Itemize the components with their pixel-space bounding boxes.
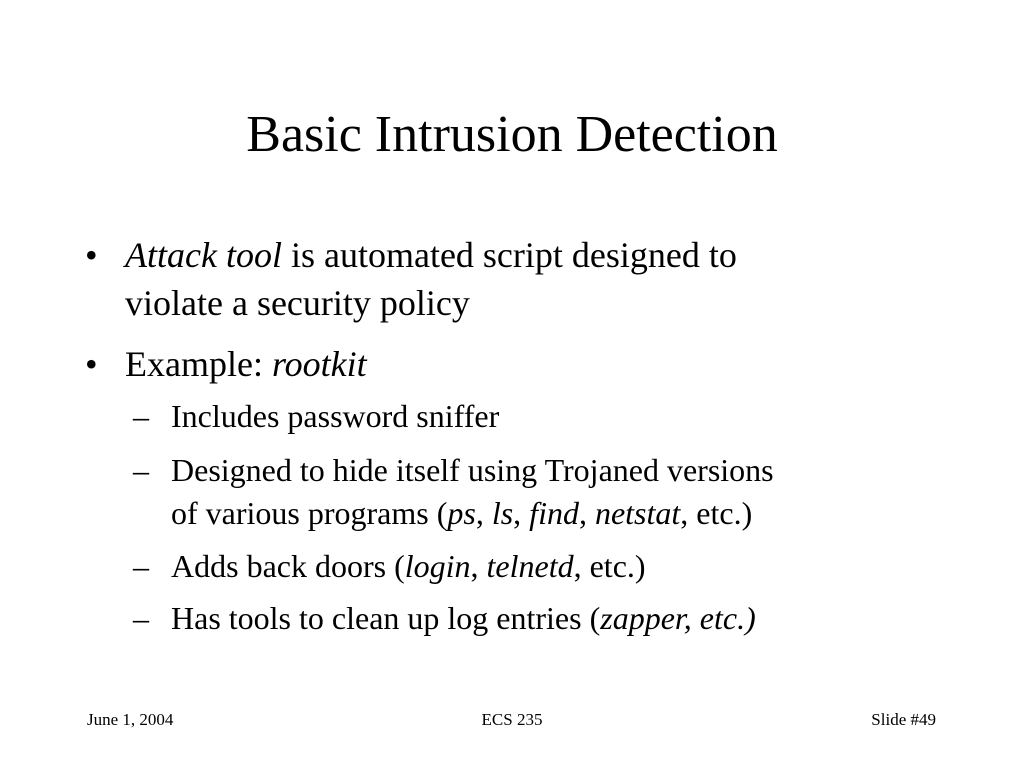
text-line [171, 545, 646, 588]
text-run: , [513, 495, 530, 531]
text-run: Designed to hide itself using Trojaned versions [171, 452, 774, 488]
footer-slide-number: Slide #49 [871, 710, 936, 729]
text-line [171, 395, 499, 438]
text-run: Includes password sniffer [171, 398, 500, 434]
italic-text: ps [447, 495, 476, 531]
bullet-text [125, 231, 737, 327]
text-run: , [470, 548, 487, 584]
sub-bullet-marker: – [133, 548, 149, 584]
italic-text: login [404, 548, 471, 584]
italic-text: netstat [594, 495, 681, 531]
text-line [125, 340, 367, 388]
bullet-marker: • [85, 344, 98, 384]
footer-course: ECS 235 [481, 710, 543, 729]
sub-bullet-marker: – [133, 600, 149, 636]
sub-bullet-item [133, 395, 500, 438]
text-run: is automated script designed to [281, 235, 737, 275]
sub-bullet-text [171, 597, 756, 640]
sub-bullet-marker: – [133, 452, 149, 488]
italic-text: ls [491, 495, 514, 531]
italic-text: Attack tool [125, 235, 282, 275]
text-run: Has tools to clean up log entries ( [171, 600, 601, 636]
italic-text: zapper, etc.) [600, 600, 756, 636]
text-line [125, 279, 737, 327]
sub-bullet-text [171, 545, 646, 588]
sub-bullet-item [133, 545, 646, 588]
text-run: Adds back doors ( [171, 548, 405, 584]
bullet-item [85, 231, 737, 327]
text-run: , [578, 495, 595, 531]
text-line [171, 597, 756, 640]
slide-title: Basic Intrusion Detection [246, 106, 778, 163]
italic-text: find [529, 495, 579, 531]
sub-bullet-item [133, 449, 774, 535]
bullet-item [85, 340, 367, 388]
sub-bullet-text [171, 395, 499, 438]
text-line [171, 492, 774, 535]
bullet-text [125, 340, 367, 388]
sub-bullet-item [133, 597, 756, 640]
text-line [171, 449, 774, 492]
text-run: , etc.) [680, 495, 753, 531]
sub-bullet-marker: – [133, 398, 149, 434]
text-run: Example: [125, 344, 272, 384]
text-run: violate a security policy [125, 283, 470, 323]
text-line [125, 231, 737, 279]
footer-date: June 1, 2004 [87, 710, 174, 729]
sub-bullet-text [171, 449, 774, 535]
text-run: , etc.) [573, 548, 646, 584]
bullet-marker: • [85, 235, 98, 275]
italic-text: telnetd [486, 548, 574, 584]
text-run: of various programs ( [171, 495, 448, 531]
italic-text: rootkit [271, 344, 367, 384]
text-run: , [475, 495, 492, 531]
